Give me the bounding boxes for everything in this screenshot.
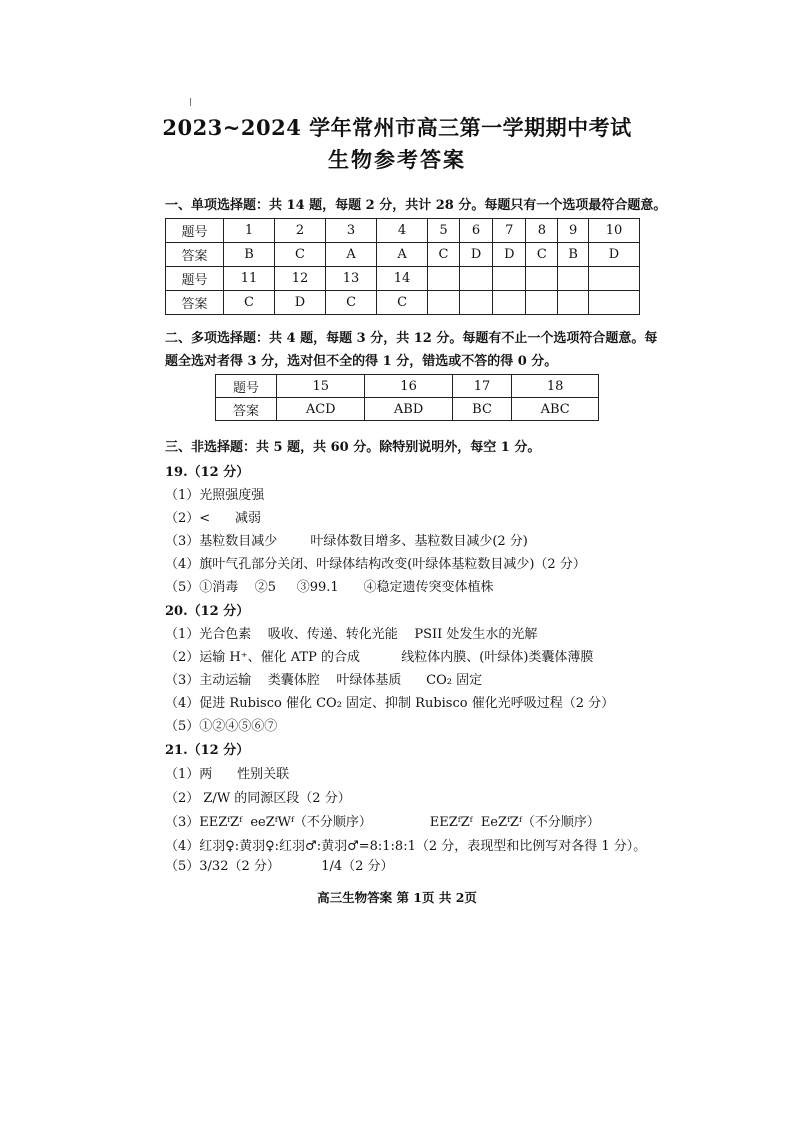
- question-number: 2: [275, 219, 326, 243]
- answer-line: （2）运输 H⁺、催化 ATP 的合成 线粒体内膜、(叶绿体)类囊体薄膜: [165, 650, 594, 665]
- answer-line: （1）两 性别关联: [165, 767, 290, 782]
- empty-cell: [558, 291, 589, 315]
- table-row: [166, 243, 640, 267]
- answer-cell: D: [493, 243, 526, 267]
- answer-cell: B: [558, 243, 589, 267]
- answer-cell: C: [224, 291, 275, 315]
- answer-line: （4）旗叶气孔部分关闭、叶绿体结构改变(叶绿体基粒数目减少)（2 分）: [165, 557, 586, 572]
- page-subtitle: 生物参考答案: [328, 147, 466, 172]
- row-label-answer: 答案: [166, 291, 224, 315]
- row-label-question: 题号: [166, 219, 224, 243]
- scan-mark: [190, 98, 191, 106]
- multi-choice-answer-table: [215, 374, 599, 421]
- question-number: 6: [459, 219, 492, 243]
- empty-cell: [459, 267, 492, 291]
- answer-cell: D: [588, 243, 639, 267]
- answer-line: （1）光合色素 吸收、传递、转化光能 PSII 处发生水的光解: [165, 627, 538, 642]
- row-label-answer: 答案: [166, 243, 224, 267]
- table-row: [166, 267, 640, 291]
- answer-line: （4）促进 Rubisco 催化 CO₂ 固定、抑制 Rubisco 催化光呼吸过程（2 分）: [165, 696, 615, 711]
- question-20-header: 20.（12 分）: [165, 604, 250, 619]
- question-number: 11: [224, 267, 275, 291]
- answer-line: （2）< 减弱: [165, 511, 261, 526]
- question-number: 14: [377, 267, 428, 291]
- answer-line: （5）①消毒 ②5 ③99.1 ④稳定遗传突变体植株: [165, 580, 494, 595]
- question-number: 1: [224, 219, 275, 243]
- section2-heading-line2: 题全选对者得 3 分，选对但不全的得 1 分，错选或不答的得 0 分。: [165, 354, 558, 369]
- empty-cell: [526, 267, 558, 291]
- answer-cell: A: [326, 243, 377, 267]
- empty-cell: [526, 291, 558, 315]
- question-number: 15: [277, 375, 365, 398]
- question-21-header: 21.（12 分）: [165, 743, 250, 758]
- answer-line: （3）主动运输 类囊体腔 叶绿体基质 CO₂ 固定: [165, 673, 483, 688]
- answer-cell: C: [428, 243, 460, 267]
- answer-cell: B: [224, 243, 275, 267]
- question-number: 4: [377, 219, 428, 243]
- answer-line: （5）①②④⑤⑥⑦: [165, 719, 278, 734]
- answer-line: （1）光照强度强: [165, 488, 265, 503]
- empty-cell: [558, 267, 589, 291]
- question-number: 18: [512, 375, 599, 398]
- answer-cell: C: [326, 291, 377, 315]
- empty-cell: [428, 291, 460, 315]
- answer-cell: ABC: [512, 398, 599, 421]
- answer-line: （4）红羽♀:黄羽♀:红羽♂:黄羽♂=8:1:8:1（2 分，表现型和比例写对各得 1 分）。: [165, 839, 647, 854]
- question-number: 12: [275, 267, 326, 291]
- answer-cell: ACD: [277, 398, 365, 421]
- question-number: 3: [326, 219, 377, 243]
- table-row: [166, 219, 640, 243]
- section2-heading-line1: 二、多项选择题：共 4 题，每题 3 分，共 12 分。每题有不止一个选项符合题意。每: [165, 331, 658, 346]
- answer-cell: D: [459, 243, 492, 267]
- answer-line: （3）基粒数目减少 叶绿体数目增多、基粒数目减少(2 分): [165, 534, 528, 549]
- answer-line: （3）EEZᶠZᶠ eeZᶠWᶠ（不分顺序） EEZᶠZᶠ EeZᶠZᶠ（不分顺序）: [165, 815, 600, 830]
- answer-cell: D: [275, 291, 326, 315]
- row-label-question: 题号: [216, 375, 277, 398]
- answer-cell: C: [275, 243, 326, 267]
- section1-heading: 一、单项选择题：共 14 题，每题 2 分，共计 28 分。每题只有一个选项最符合题意。: [165, 198, 667, 213]
- table-row: [216, 398, 599, 421]
- answer-line: （5）3/32（2 分） 1/4（2 分）: [165, 859, 394, 874]
- row-label-question: 题号: [166, 267, 224, 291]
- row-label-answer: 答案: [216, 398, 277, 421]
- answer-cell: C: [377, 291, 428, 315]
- empty-cell: [428, 267, 460, 291]
- answer-cell: ABD: [365, 398, 452, 421]
- question-number: 8: [526, 219, 558, 243]
- question-number: 10: [588, 219, 639, 243]
- page-title: 2023~2024 学年常州市高三第一学期期中考试: [162, 115, 632, 140]
- question-number: 5: [428, 219, 460, 243]
- question-number: 17: [452, 375, 512, 398]
- empty-cell: [588, 267, 639, 291]
- empty-cell: [588, 291, 639, 315]
- single-choice-answer-table: [165, 218, 640, 315]
- table-row: [216, 375, 599, 398]
- question-number: 16: [365, 375, 452, 398]
- answer-cell: A: [377, 243, 428, 267]
- question-number: 7: [493, 219, 526, 243]
- empty-cell: [493, 267, 526, 291]
- question-number: 13: [326, 267, 377, 291]
- table-row: [166, 291, 640, 315]
- question-number: 9: [558, 219, 589, 243]
- answer-line: （2） Z/W 的同源区段（2 分）: [165, 791, 351, 806]
- page-footer: 高三生物答案 第 1页 共 2页: [317, 890, 477, 905]
- answer-cell: BC: [452, 398, 512, 421]
- empty-cell: [459, 291, 492, 315]
- empty-cell: [493, 291, 526, 315]
- answer-cell: C: [526, 243, 558, 267]
- question-19-header: 19.（12 分）: [165, 465, 250, 480]
- section3-heading: 三、非选择题：共 5 题，共 60 分。除特别说明外，每空 1 分。: [165, 440, 541, 455]
